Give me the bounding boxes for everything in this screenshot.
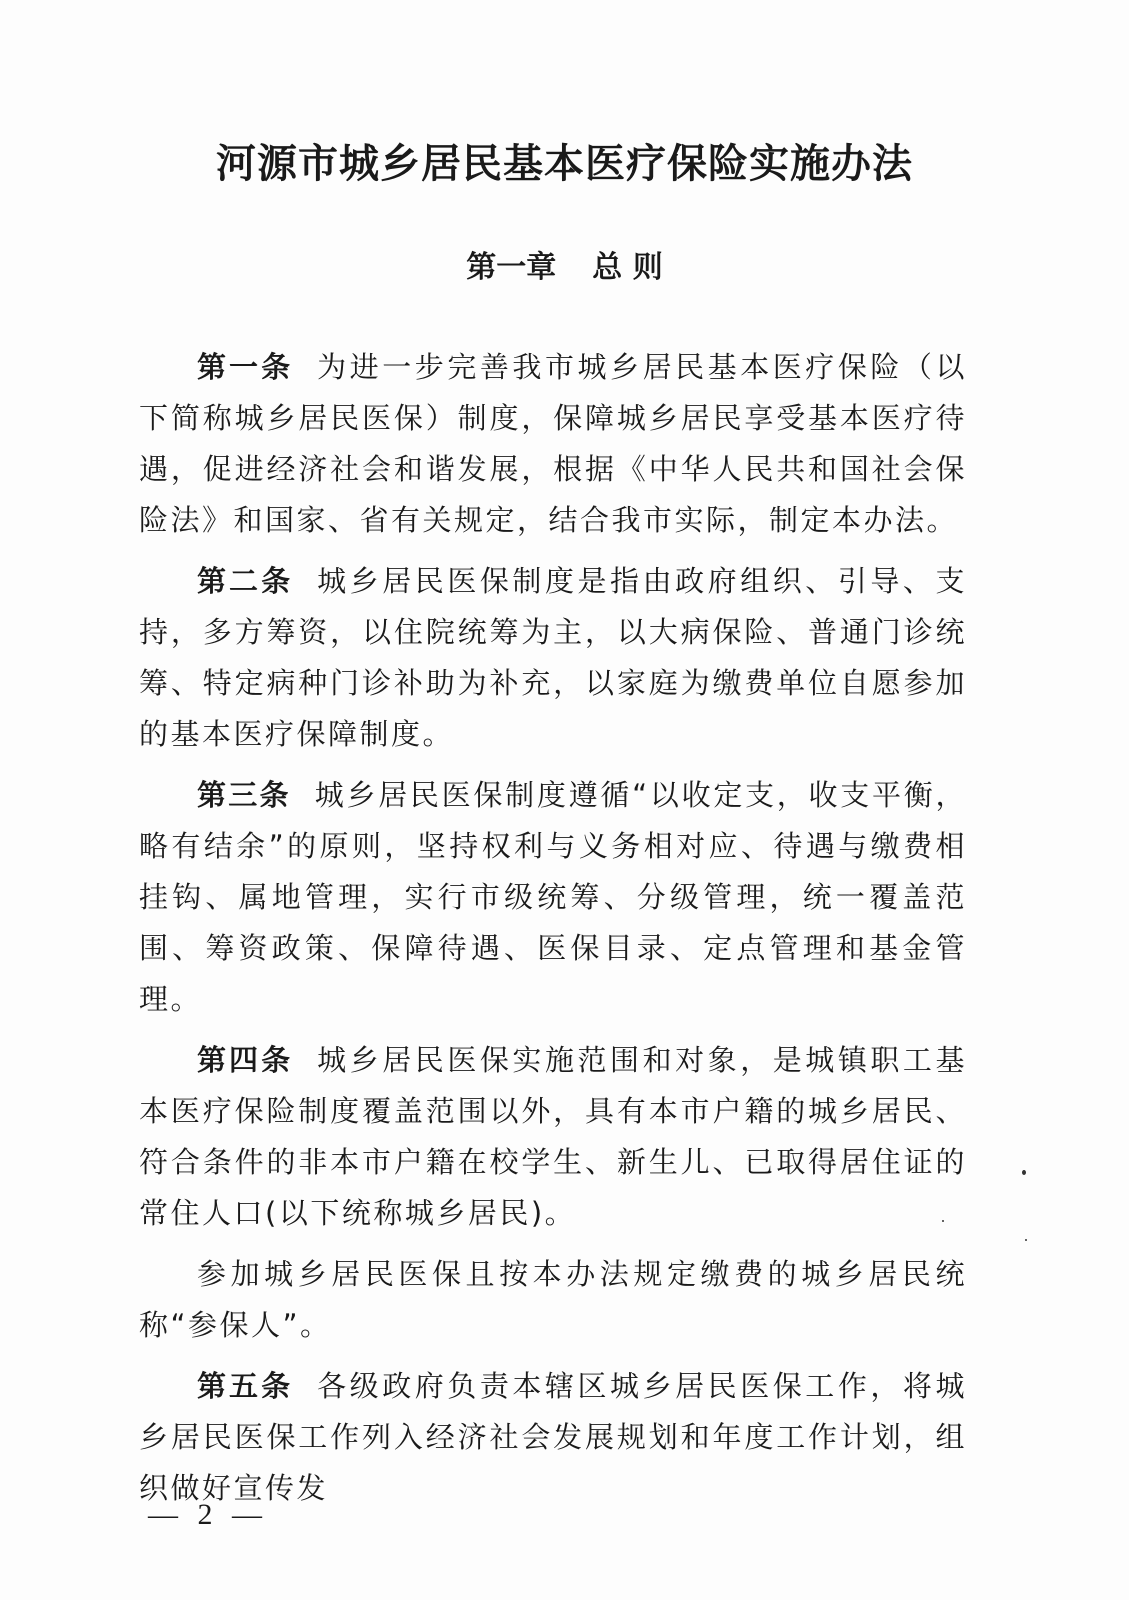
- article-text: 为进一步完善我市城乡居民基本医疗保险（以下简称城乡居民医保）制度，保障城乡居民享受基本医疗待遇，促进经济社会和谐发展，根据《中华人民共和国社会保险法》和国家、省有关规定，结合我市实际，制定本办法。: [139, 350, 967, 537]
- article-4: [139, 1035, 967, 1239]
- scan-speck: [942, 1220, 944, 1222]
- scan-speck: [1022, 1170, 1026, 1175]
- article-4-supplement: [139, 1249, 967, 1351]
- article-label: 第二条: [197, 564, 294, 598]
- chapter-heading: [0, 246, 1129, 290]
- article-text: 各级政府负责本辖区城乡居民医保工作，将城乡居民医保工作列入经济社会发展规划和年度工作计划，组织做好宣传发: [139, 1369, 967, 1505]
- article-1: [139, 342, 967, 546]
- article-label: 第四条: [197, 1043, 294, 1077]
- article-label: 第五条: [197, 1369, 294, 1403]
- chapter-name: 总 则: [592, 250, 663, 285]
- document-body: [139, 342, 967, 1524]
- article-2: [139, 556, 967, 760]
- article-text: 城乡居民医保制度是指由政府组织、引导、支持，多方筹资，以住院统筹为主，以大病保险、普通门诊统筹、特定病种门诊补助为补充，以家庭为缴费单位自愿参加的基本医疗保障制度。: [139, 564, 967, 751]
- article-text: 城乡居民医保实施范围和对象，是城镇职工基本医疗保险制度覆盖范围以外，具有本市户籍的城乡居民、符合条件的非本市户籍在校学生、新生儿、已取得居住证的常住人口(以下统称城乡居民)。: [139, 1043, 967, 1230]
- article-text: 参加城乡居民医保且按本办法规定缴费的城乡居民统称“参保人”。: [139, 1257, 967, 1342]
- article-5: [139, 1361, 967, 1514]
- scan-speck: [1025, 1239, 1027, 1241]
- article-label: 第一条: [197, 350, 294, 384]
- document-title: 河源市城乡居民基本医疗保险实施办法: [216, 140, 913, 187]
- chapter-label: 第一章: [466, 250, 557, 285]
- article-text: 城乡居民医保制度遵循“以收定支，收支平衡，略有结余”的原则，坚持权利与义务相对应、待遇与缴费相挂钩、属地管理，实行市级统筹、分级管理，统一覆盖范围、筹资政策、保障待遇、医保目录、定点管理和基金管理。: [139, 778, 967, 1016]
- article-3: [139, 770, 967, 1025]
- article-label: 第三条: [197, 778, 291, 812]
- page-number: — 2 —: [148, 1498, 268, 1531]
